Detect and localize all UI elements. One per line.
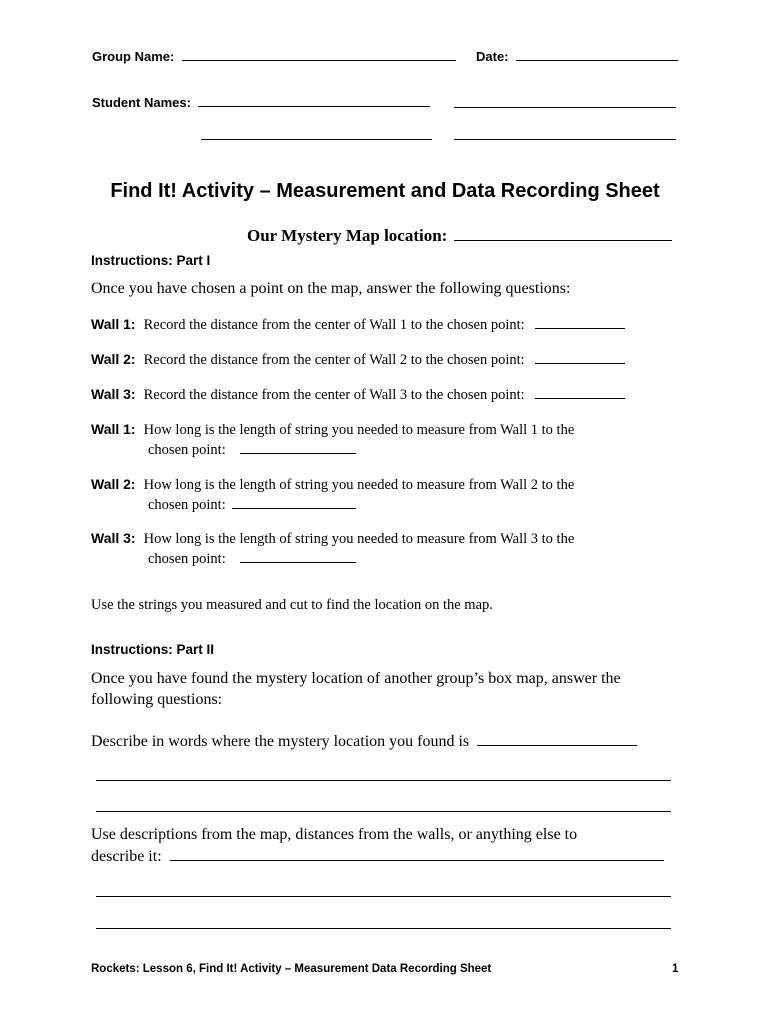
describe-answer-line-2[interactable] — [96, 811, 671, 812]
wall-label: Wall 3: — [91, 530, 136, 546]
string-question-3-line2 — [148, 550, 356, 568]
student-name-blank-4[interactable] — [454, 139, 676, 140]
describe-field — [91, 733, 637, 751]
wall-label: Wall 2: — [91, 476, 136, 492]
date-label: Date: — [476, 49, 509, 64]
question-text: chosen point: — [148, 497, 226, 513]
question-text: chosen point: — [148, 442, 226, 458]
wall-label: Wall 2: — [91, 351, 136, 367]
question-text: Record the distance from the center of Wall 2 to the chosen point: — [143, 352, 525, 368]
mystery-location-field — [247, 226, 672, 246]
mystery-location-blank[interactable] — [454, 228, 672, 241]
use-answer-line-2[interactable] — [96, 928, 671, 929]
student-name-blank-3[interactable] — [201, 139, 432, 140]
group-name-field — [92, 48, 456, 64]
wall-label: Wall 1: — [91, 421, 136, 437]
string-question-1-line2 — [148, 441, 356, 459]
page-title: Find It! Activity – Measurement and Data Recording Sheet — [110, 180, 660, 202]
student-names-label: Student Names: — [92, 95, 191, 110]
question-text: How long is the length of string you needed to measure from Wall 3 to the — [143, 531, 575, 547]
use-answer-line-1[interactable] — [96, 896, 671, 897]
part1-heading: Instructions: Part I — [91, 253, 211, 268]
answer-blank[interactable] — [535, 386, 625, 399]
question-text: How long is the length of string you needed to measure from Wall 2 to the — [143, 477, 575, 493]
page-number: 1 — [672, 963, 679, 975]
describe-blank[interactable] — [477, 733, 637, 746]
question-text: chosen point: — [148, 551, 226, 567]
answer-blank[interactable] — [535, 351, 625, 364]
use-descriptions-blank[interactable] — [170, 848, 664, 861]
student-name-blank-1[interactable] — [198, 94, 430, 107]
string-question-2-line2 — [148, 496, 356, 514]
use-descriptions-field — [91, 848, 664, 866]
mystery-location-label: Our Mystery Map location: — [247, 226, 448, 245]
answer-blank[interactable] — [240, 550, 356, 563]
date-field — [476, 48, 678, 64]
date-blank[interactable] — [516, 48, 678, 61]
distance-question-3 — [91, 386, 625, 404]
part2-intro-line1: Once you have found the mystery location of another group’s box map, answer the — [91, 670, 621, 687]
footer-text: Rockets: Lesson 6, Find It! Activity – Measurement Data Recording Sheet — [91, 963, 492, 975]
question-text: Record the distance from the center of Wall 3 to the chosen point: — [143, 387, 525, 403]
string-question-1 — [91, 421, 574, 439]
group-name-blank[interactable] — [182, 48, 456, 61]
answer-blank[interactable] — [240, 441, 356, 454]
use-descriptions-line2: describe it: — [91, 848, 162, 865]
describe-prompt: Describe in words where the mystery location you found is — [91, 733, 470, 750]
student-names-field — [92, 94, 430, 110]
describe-answer-line-1[interactable] — [96, 780, 671, 781]
student-name-blank-2[interactable] — [454, 107, 676, 108]
part1-intro: Once you have chosen a point on the map, answer the following questions: — [91, 280, 571, 297]
answer-blank[interactable] — [232, 496, 356, 509]
part2-heading: Instructions: Part II — [91, 642, 215, 657]
wall-label: Wall 1: — [91, 316, 136, 332]
part2-intro-line2: following questions: — [91, 691, 223, 708]
part1-closing: Use the strings you measured and cut to find the location on the map. — [91, 597, 493, 613]
wall-label: Wall 3: — [91, 386, 136, 402]
answer-blank[interactable] — [535, 316, 625, 329]
distance-question-1 — [91, 316, 625, 334]
distance-question-2 — [91, 351, 625, 369]
group-name-label: Group Name: — [92, 49, 175, 64]
string-question-2 — [91, 476, 574, 494]
question-text: How long is the length of string you needed to measure from Wall 1 to the — [143, 422, 575, 438]
string-question-3 — [91, 530, 574, 548]
question-text: Record the distance from the center of Wall 1 to the chosen point: — [143, 317, 525, 333]
use-descriptions-line1: Use descriptions from the map, distances from the walls, or anything else to — [91, 826, 578, 843]
